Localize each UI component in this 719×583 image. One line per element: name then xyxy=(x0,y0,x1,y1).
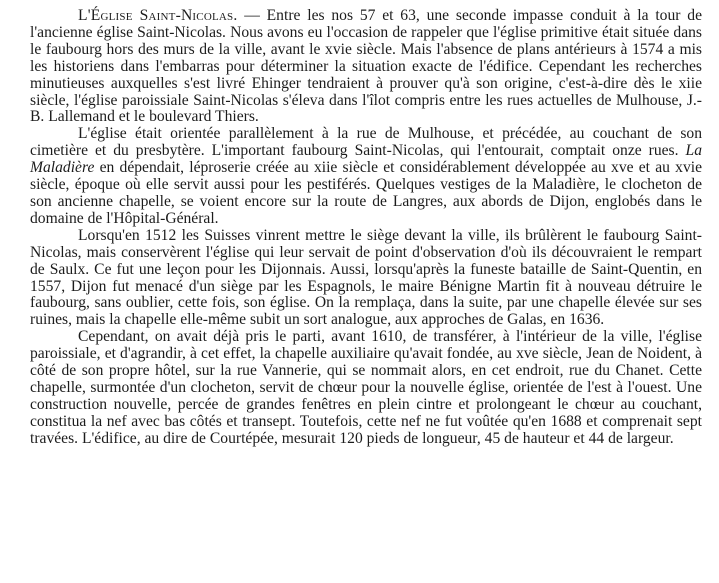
paragraph-2 xyxy=(30,126,702,227)
paragraph-1-text: — Entre les nos 57 et 63, une seconde impasse conduit à la tour de l'ancienne église Saint-Nicolas. Nous avons eu l'occasion de rappeler que l'église primitive était située dans le faubourg hors des murs de la ville, avant le xvie siècle. Mais l'absence de plans antérieurs à 1574 a mis les historiens dans l'embarras pour déterminer la situation exacte de l'édifice. Cependant les recherches minutieuses auxquelles s'est livré Ehinger tendraient à prouver qu'à son origine, c'est-à-dire dès le xiie siècle, l'église paroissiale Saint-Nicolas s'éleva dans l'îlot compris entre les rues actuelles de Mulhouse, J.-B. Lallemand et le boulevard Thiers. xyxy=(30,7,702,126)
paragraph-4 xyxy=(30,329,702,447)
section-heading: L'Église Saint-Nicolas. xyxy=(78,7,238,24)
paragraph-1 xyxy=(30,8,702,126)
paragraph-2-italic: La Maladière xyxy=(30,142,702,177)
paragraph-3 xyxy=(30,228,702,329)
paragraph-3-text: Lorsqu'en 1512 les Suisses vinrent mettre le siège devant la ville, ils brûlèrent le faubourg Saint-Nicolas, mais conservèrent l'église qui leur servait de point d'observation d'où ils découvraient le rempart de Saulx. Ce fut une leçon pour les Dijonnais. Aussi, lorsqu'après la funeste bataille de Saint-Quentin, en 1557, Dijon fut menacé d'un siège par les Espagnols, le maire Bénigne Martin fit à nouveau détruire le faubourg, sans oublier, cette fois, son église. On la remplaça, dans la suite, par une chapelle élevée sur ses ruines, mais la chapelle elle-même subit un sort analogue, aux approches de Galas, en 1636. xyxy=(30,226,702,329)
paragraph-2-text: en dépendait, léproserie créée au xiie siècle et considérablement développée au xve et au xvie siècle, époque où elle servit aussi pour les pestiférés. Quelques vestiges de la Maladière, le clocheton de son ancienne chapelle, se voient encore sur la route de Langres, aux abords de Dijon, englobés dans le domaine de l'Hôpital-Général. xyxy=(30,159,702,227)
paragraph-2-lead: L'église était orientée parallèlement à la rue de Mulhouse, et précédée, au couchant de son cimetière et du presbytère. L'important faubourg Saint-Nicolas, qui l'entourait, comptait onze rues. xyxy=(30,125,702,160)
document-page xyxy=(30,8,702,448)
paragraph-4-text: Cependant, on avait déjà pris le parti, avant 1610, de transférer, à l'intérieur de la ville, l'église paroissiale, et d'agrandir, à cet effet, la chapelle auxiliaire qu'avait fondée, au xve siècle, Jean de Noident, à côté de son propre hôtel, sur la rue Vannerie, qui se nommait alors, en cet endroit, rue du Chanet. Cette chapelle, surmontée d'un clocheton, servit de chœur pour la nouvelle église, orientée de l'est à l'ouest. Une construction nouvelle, percée de grandes fenêtres en plein cintre et prolongeant le chœur au couchant, constitua la nef avec bas côtés et transept. Toutefois, cette nef ne fut voûtée qu'en 1688 et comprenait sept travées. L'édifice, au dire de Courtépée, mesurait 120 pieds de longueur, 45 de hauteur et 44 de largeur. xyxy=(30,328,702,447)
